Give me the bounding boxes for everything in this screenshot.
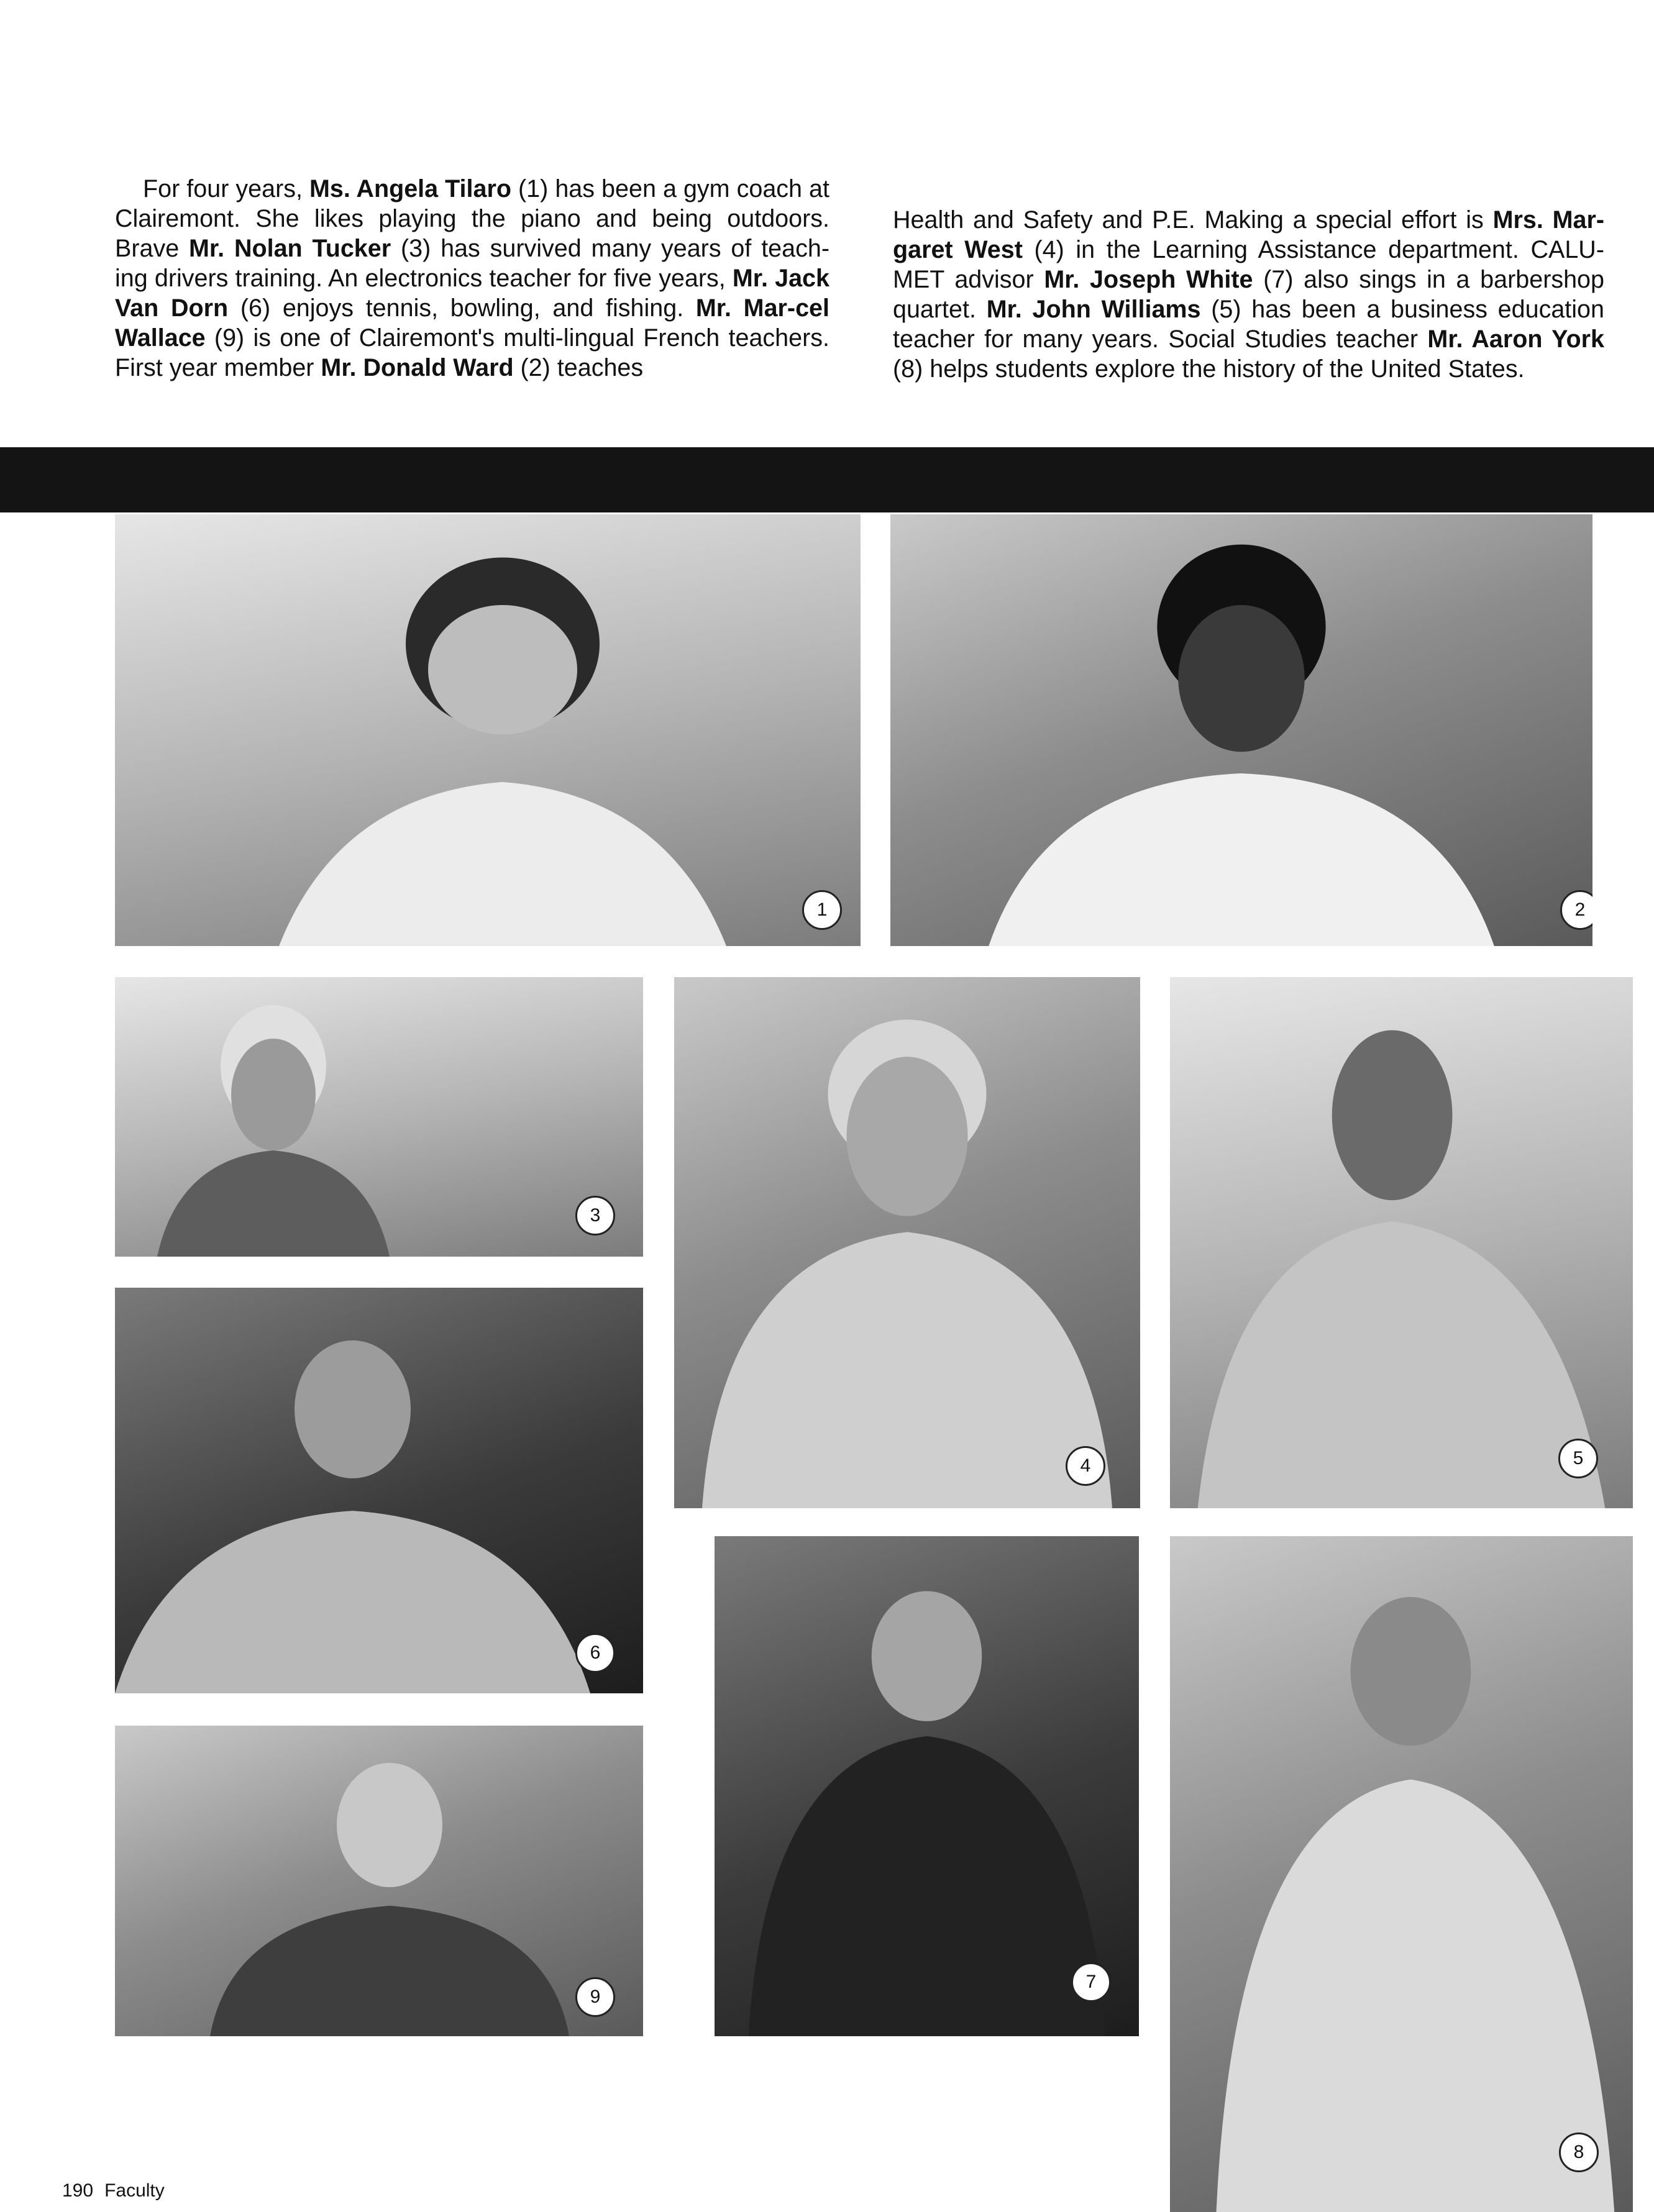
photo-number-badge: 3 — [575, 1196, 615, 1236]
photo-number-badge: 9 — [575, 1977, 615, 2017]
photo-7 — [715, 1536, 1139, 2036]
photo-number-badge: 6 — [575, 1633, 615, 1673]
faculty-name-van-dorn: Mr. Jack Van Dorn — [115, 265, 829, 322]
photo-1 — [115, 514, 861, 946]
portrait-silhouette — [115, 1288, 643, 1693]
photo-3 — [115, 977, 643, 1257]
photo-4 — [674, 977, 1140, 1508]
caption-text: Health and Safety and P.E. Making a special effort is — [893, 206, 1493, 234]
faculty-name-wallace: Mr. Mar-cel Wallace — [115, 294, 829, 352]
caption-text: (1) has been a gym coach at Clairemont. She likes playing the piano and being outdoors. Brave — [115, 175, 830, 262]
photo-5 — [1170, 977, 1633, 1508]
portrait-silhouette — [115, 977, 643, 1257]
decorative-black-band — [0, 447, 1654, 512]
caption-right-column — [893, 205, 1604, 384]
faculty-name-ward: Mr. Donald Ward — [321, 354, 514, 381]
portrait-silhouette — [115, 1726, 643, 2036]
photo-number-badge: 8 — [1559, 2132, 1599, 2172]
section-label: Faculty — [104, 2180, 165, 2201]
page-number: 190 — [62, 2180, 94, 2201]
caption-text: (8) helps students explore the history of the United States. — [893, 355, 1525, 383]
caption-text: (7) also sings in a barbershop quartet. — [893, 266, 1604, 323]
photo-number-badge: 7 — [1071, 1962, 1111, 2002]
faculty-name-williams: Mr. John Williams — [986, 296, 1201, 323]
page-footer — [62, 2180, 165, 2201]
photo-number-badge: 5 — [1558, 1439, 1598, 1478]
portrait-silhouette — [674, 977, 1140, 1508]
faculty-name-tucker: Mr. Nolan Tucker — [189, 235, 391, 262]
faculty-name-white: Mr. Joseph White — [1044, 266, 1253, 293]
photo-9 — [115, 1726, 643, 2036]
caption-text: (9) is one of Clairemont's multi-lingual French teachers. First year member — [115, 324, 829, 381]
portrait-silhouette — [1170, 1536, 1633, 2212]
caption-text: (3) has survived many years of teach-ing drivers training. An electronics teacher for five years, — [115, 235, 829, 292]
caption-text: (5) has been a business education teacher for many years. Social Studies teacher — [893, 296, 1604, 353]
photo-number-badge: 2 — [1560, 890, 1592, 930]
portrait-silhouette — [715, 1536, 1139, 2036]
photo-2 — [890, 514, 1592, 946]
portrait-silhouette — [890, 514, 1592, 946]
portrait-silhouette — [1170, 977, 1633, 1508]
caption-text: For four years, — [143, 175, 309, 203]
photo-6 — [115, 1288, 643, 1693]
faculty-name-tilaro: Ms. Angela Tilaro — [309, 175, 511, 203]
portrait-silhouette — [115, 514, 861, 946]
photo-8 — [1170, 1536, 1633, 2212]
caption-left-column — [115, 174, 829, 383]
caption-text: (4) in the Learning Assistance department. CALU-MET advisor — [893, 236, 1604, 293]
faculty-name-york: Mr. Aaron York — [1427, 325, 1604, 353]
faculty-name-west: Mrs. Mar-garet West — [893, 206, 1605, 263]
photo-number-badge: 1 — [802, 890, 842, 930]
photo-number-badge: 4 — [1066, 1446, 1105, 1486]
caption-text: (6) enjoys tennis, bowling, and fishing. — [228, 294, 696, 322]
caption-text: (2) teaches — [513, 354, 644, 381]
